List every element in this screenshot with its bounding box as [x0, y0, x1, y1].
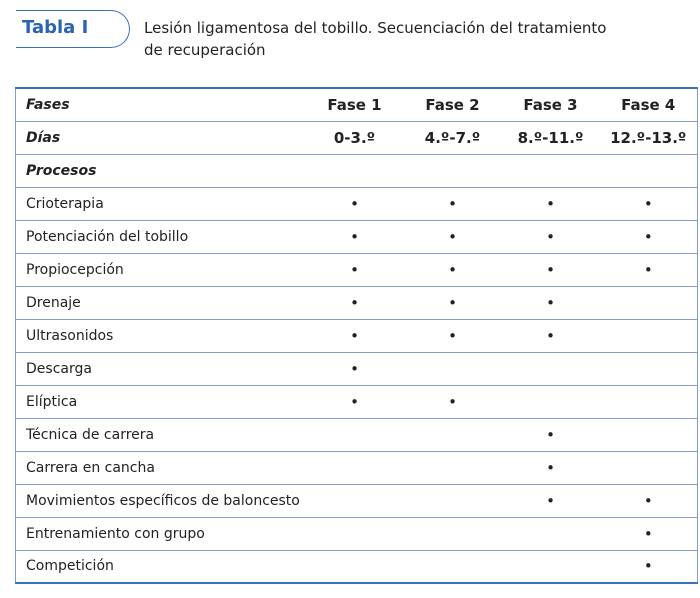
process-name: Elíptica: [16, 385, 306, 418]
phase-1-mark: •: [306, 220, 404, 253]
phase-2-mark: [404, 418, 502, 451]
table-row: [16, 517, 698, 550]
phase-2-mark: •: [404, 385, 502, 418]
table-row: [16, 385, 698, 418]
procesos-empty-cell: [306, 154, 404, 187]
table-row: [16, 220, 698, 253]
process-name: Crioterapia: [16, 187, 306, 220]
phase-3-mark: [502, 550, 600, 583]
phase-1-mark: •: [306, 253, 404, 286]
phases-row: [16, 88, 698, 121]
phase-3-mark: •: [502, 220, 600, 253]
treatment-table-body: [16, 88, 698, 583]
phase-1-mark: •: [306, 385, 404, 418]
process-name: Potenciación del tobillo: [16, 220, 306, 253]
process-name: Entrenamiento con grupo: [16, 517, 306, 550]
phase-2-mark: [404, 517, 502, 550]
phase-4-mark: [600, 352, 698, 385]
phase-1-mark: •: [306, 352, 404, 385]
days-row: [16, 121, 698, 154]
phase-1-mark: •: [306, 319, 404, 352]
fases-label: Fases: [16, 88, 306, 121]
phase-3-mark: •: [502, 187, 600, 220]
table-row: [16, 451, 698, 484]
phase-3-mark: •: [502, 253, 600, 286]
days-phase-3: 8.º-11.º: [502, 121, 600, 154]
phase-4-mark: [600, 418, 698, 451]
table-row: [16, 352, 698, 385]
phase-3-header: Fase 3: [502, 88, 600, 121]
phase-3-mark: [502, 385, 600, 418]
phase-2-mark: •: [404, 286, 502, 319]
procesos-label: Procesos: [16, 154, 306, 187]
phase-4-mark: [600, 451, 698, 484]
caption-line-1: Lesión ligamentosa del tobillo. Secuenciación del tratamiento: [144, 19, 607, 37]
phase-4-mark: [600, 286, 698, 319]
phase-2-mark: •: [404, 220, 502, 253]
phase-2-mark: •: [404, 187, 502, 220]
process-name: Descarga: [16, 352, 306, 385]
phase-4-mark: [600, 319, 698, 352]
days-phase-4: 12.º-13.º: [600, 121, 698, 154]
process-name: Movimientos específicos de baloncesto: [16, 484, 306, 517]
dias-label: Días: [16, 121, 306, 154]
phase-4-mark: [600, 385, 698, 418]
procesos-empty-cell: [600, 154, 698, 187]
procesos-empty-cell: [404, 154, 502, 187]
phase-3-mark: •: [502, 286, 600, 319]
process-name: Carrera en cancha: [16, 451, 306, 484]
phase-3-mark: •: [502, 451, 600, 484]
phase-3-mark: •: [502, 484, 600, 517]
table-row: [16, 187, 698, 220]
caption-line-2: de recuperación: [144, 41, 266, 59]
phase-3-mark: [502, 517, 600, 550]
treatment-table: [15, 87, 698, 584]
phase-4-mark: •: [600, 220, 698, 253]
table-number-label: Tabla I: [22, 17, 89, 38]
phase-2-header: Fase 2: [404, 88, 502, 121]
process-name: Propiocepción: [16, 253, 306, 286]
phase-4-header: Fase 4: [600, 88, 698, 121]
days-phase-2: 4.º-7.º: [404, 121, 502, 154]
phase-1-mark: [306, 484, 404, 517]
days-phase-1: 0-3.º: [306, 121, 404, 154]
phase-1-mark: •: [306, 286, 404, 319]
procesos-row: [16, 154, 698, 187]
table-row: [16, 319, 698, 352]
phase-4-mark: •: [600, 550, 698, 583]
phase-1-mark: [306, 550, 404, 583]
phase-4-mark: •: [600, 484, 698, 517]
phase-2-mark: [404, 550, 502, 583]
phase-4-mark: •: [600, 187, 698, 220]
phase-1-mark: [306, 451, 404, 484]
table-row: [16, 418, 698, 451]
process-name: Competición: [16, 550, 306, 583]
phase-4-mark: •: [600, 253, 698, 286]
phase-4-mark: •: [600, 517, 698, 550]
phase-2-mark: [404, 451, 502, 484]
phase-2-mark: [404, 484, 502, 517]
table-row: [16, 253, 698, 286]
phase-1-mark: [306, 418, 404, 451]
phase-1-mark: [306, 517, 404, 550]
phase-3-mark: •: [502, 418, 600, 451]
table-row: [16, 550, 698, 583]
phase-2-mark: [404, 352, 502, 385]
phase-2-mark: •: [404, 253, 502, 286]
process-name: Técnica de carrera: [16, 418, 306, 451]
procesos-empty-cell: [502, 154, 600, 187]
phase-3-mark: •: [502, 319, 600, 352]
process-name: Drenaje: [16, 286, 306, 319]
phase-3-mark: [502, 352, 600, 385]
process-name: Ultrasonidos: [16, 319, 306, 352]
phase-1-header: Fase 1: [306, 88, 404, 121]
table-header: [0, 0, 700, 75]
phase-2-mark: •: [404, 319, 502, 352]
table-row: [16, 484, 698, 517]
table-caption: [144, 17, 684, 61]
table-row: [16, 286, 698, 319]
phase-1-mark: •: [306, 187, 404, 220]
